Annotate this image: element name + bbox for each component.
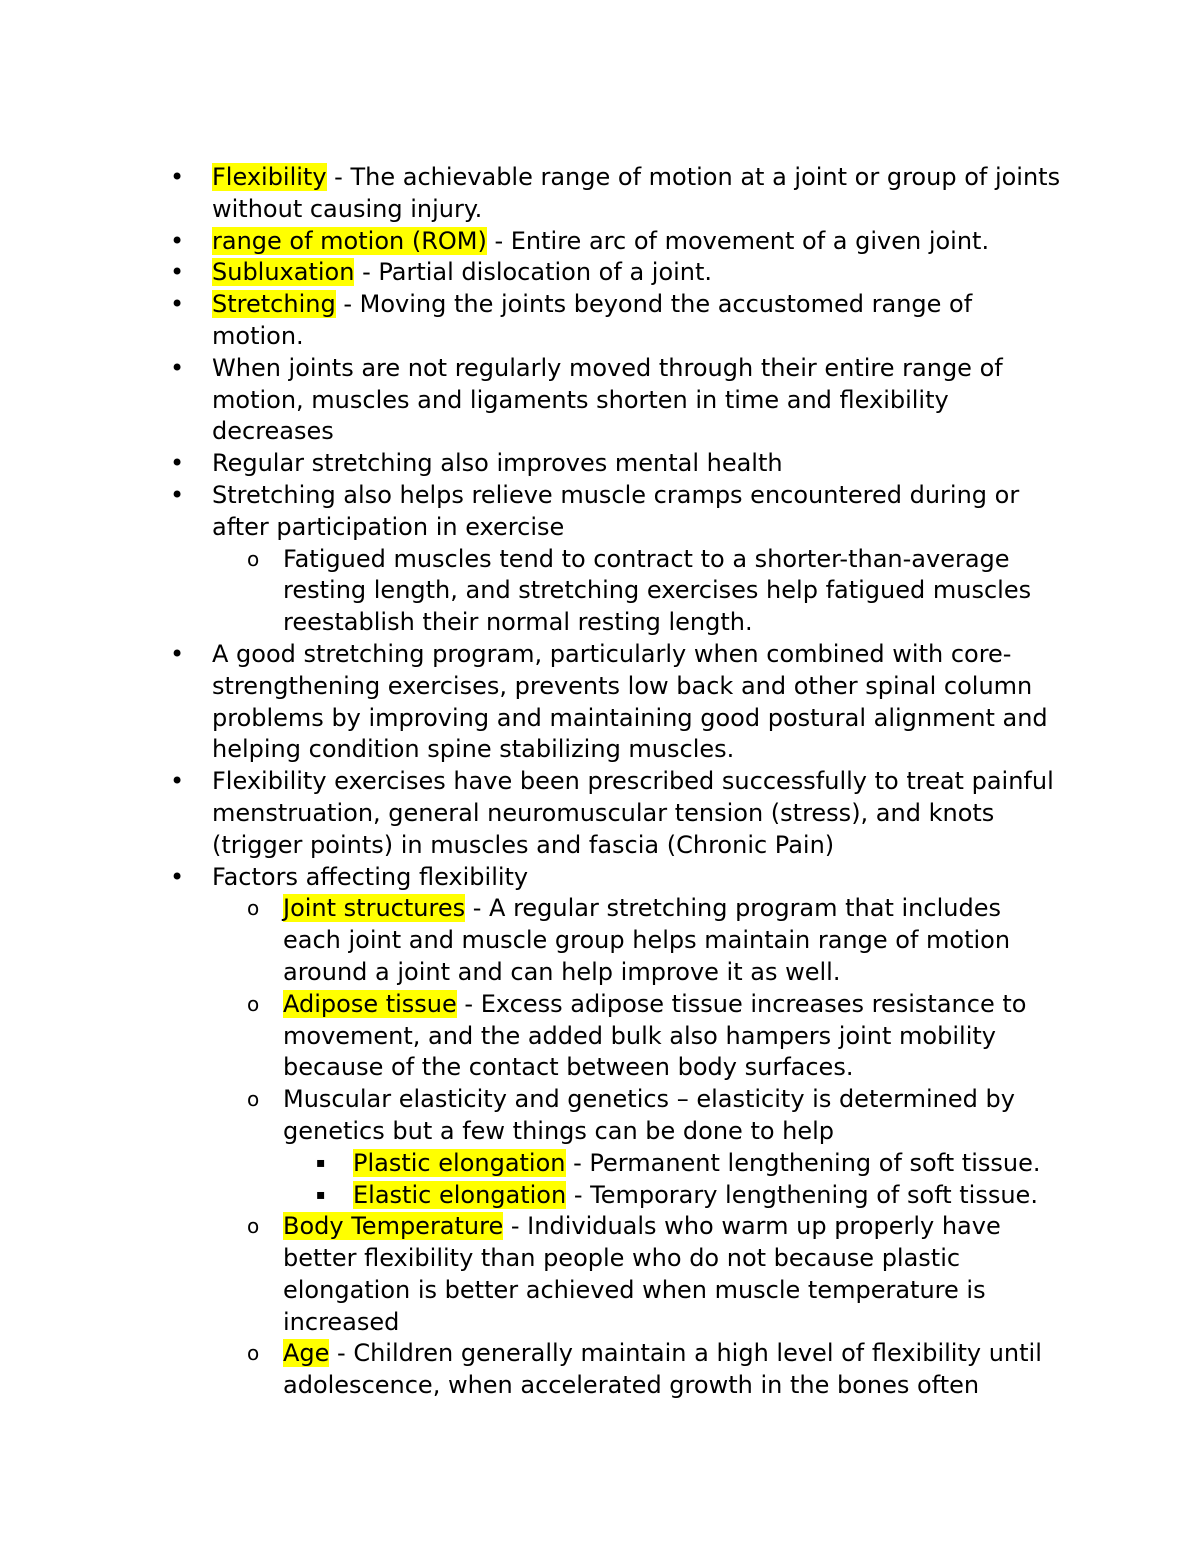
sub-list-item: [0, 544, 1043, 639]
list-item-flexibility: [0, 162, 1062, 226]
list-item-text: Stretching also helps relieve muscle cramps encountered during or after participation in exercise: [212, 480, 1020, 541]
bullet-icon: •: [170, 639, 185, 668]
bullet-icon: •: [170, 226, 185, 255]
list-item-factors: [0, 862, 1062, 894]
document-page: [0, 162, 1200, 1402]
list-item: [0, 639, 1062, 766]
circle-bullet-icon: o: [247, 546, 260, 571]
definition-text: - Permanent lengthening of soft tissue.: [565, 1148, 1041, 1177]
highlighted-term: Body Temperature: [283, 1212, 504, 1241]
highlighted-term: range of motion (ROM): [212, 226, 487, 255]
list-item: [0, 766, 1062, 861]
list-item: [0, 480, 1062, 544]
highlighted-term: Elastic elongation: [353, 1180, 567, 1209]
factor-age: [0, 1338, 1043, 1402]
factor-muscular-elasticity: [0, 1084, 1043, 1148]
highlighted-term: Joint structures: [283, 894, 466, 923]
bullet-icon: •: [170, 767, 185, 796]
factor-adipose-tissue: [0, 989, 1043, 1084]
list-item-subluxation: [0, 257, 1062, 289]
list-item-stretching: [0, 289, 1062, 353]
circle-bullet-icon: o: [247, 1087, 260, 1112]
square-bullet-icon: ▪: [316, 1186, 326, 1203]
bullet-icon: •: [170, 353, 185, 382]
highlighted-term: Plastic elongation: [353, 1148, 566, 1177]
bullet-icon: •: [170, 449, 185, 478]
circle-bullet-icon: o: [247, 1214, 260, 1239]
definition-text: - Moving the joints beyond the accustomed range of motion.: [212, 290, 973, 350]
square-bullet-icon: ▪: [316, 1154, 326, 1171]
list-item-text: Muscular elasticity and genetics – elasticity is determined by genetics but a few things can be done to help: [283, 1085, 1015, 1145]
list-item: [0, 353, 1062, 448]
definition-text: - A regular stretching program that includes each joint and muscle group helps maintain range of motion around a joint and can help improve it as well.: [283, 894, 1011, 986]
list-item: [0, 448, 1062, 480]
list-item-text: Flexibility exercises have been prescribed successfully to treat painful menstruation, general neuromuscular tension (stress), and knots (trigger points) in muscles and fascia (Chronic Pain): [212, 767, 1054, 859]
list-item-text: Regular stretching also improves mental health: [212, 449, 783, 478]
circle-bullet-icon: o: [247, 896, 260, 921]
list-item-text: Fatigued muscles tend to contract to a shorter-than-average resting length, and stretching exercises help fatigued muscles reestablish their normal resting length.: [283, 544, 1032, 637]
bullet-icon: •: [170, 862, 185, 891]
highlighted-term: Adipose tissue: [283, 989, 457, 1018]
list-item-text: A good stretching program, particularly when combined with core-strengthening exercises, prevents low back and other spinal column problems by improving and maintaining good postural alignment and helping condition spine stabilizing muscles.: [212, 639, 1048, 764]
list-item-rom: [0, 226, 1062, 258]
highlighted-term: Flexibility: [212, 163, 327, 191]
factor-joint-structures: [0, 893, 1043, 988]
elasticity-plastic: [0, 1148, 1053, 1180]
highlighted-term: Age: [283, 1339, 330, 1368]
definition-text: - Individuals who warm up properly have better flexibility than people who do not because plastic elongation is better achieved when muscle temperature is increased: [283, 1212, 1001, 1336]
factor-body-temperature: [0, 1211, 1043, 1338]
list-item-text: When joints are not regularly moved through their entire range of motion, muscles and ligaments shorten in time and flexibility decreases: [212, 353, 1003, 446]
definition-text: - Temporary lengthening of soft tissue.: [566, 1180, 1038, 1209]
circle-bullet-icon: o: [247, 991, 260, 1016]
definition-text: - Children generally maintain a high level of flexibility until adolescence, when accelerated growth in the bones often: [283, 1339, 1042, 1400]
definition-text: - Excess adipose tissue increases resistance to movement, and the added bulk also hampers joint mobility because of the contact between body surfaces.: [283, 989, 1027, 1082]
highlighted-term: Subluxation: [212, 258, 355, 287]
definition-text: - Partial dislocation of a joint.: [354, 258, 713, 287]
definition-text: - The achievable range of motion at a joint or group of joints without causing injury.: [212, 163, 1061, 223]
bullet-icon: •: [170, 163, 185, 191]
circle-bullet-icon: o: [247, 1341, 260, 1366]
bullet-icon: •: [170, 258, 185, 287]
definition-text: - Entire arc of movement of a given joint.: [486, 226, 990, 255]
elasticity-elastic: [0, 1180, 1053, 1212]
list-item-text: Factors affecting flexibility: [212, 862, 529, 891]
highlighted-term: Stretching: [212, 290, 336, 319]
bullet-icon: •: [170, 480, 185, 509]
bullet-icon: •: [170, 290, 185, 319]
